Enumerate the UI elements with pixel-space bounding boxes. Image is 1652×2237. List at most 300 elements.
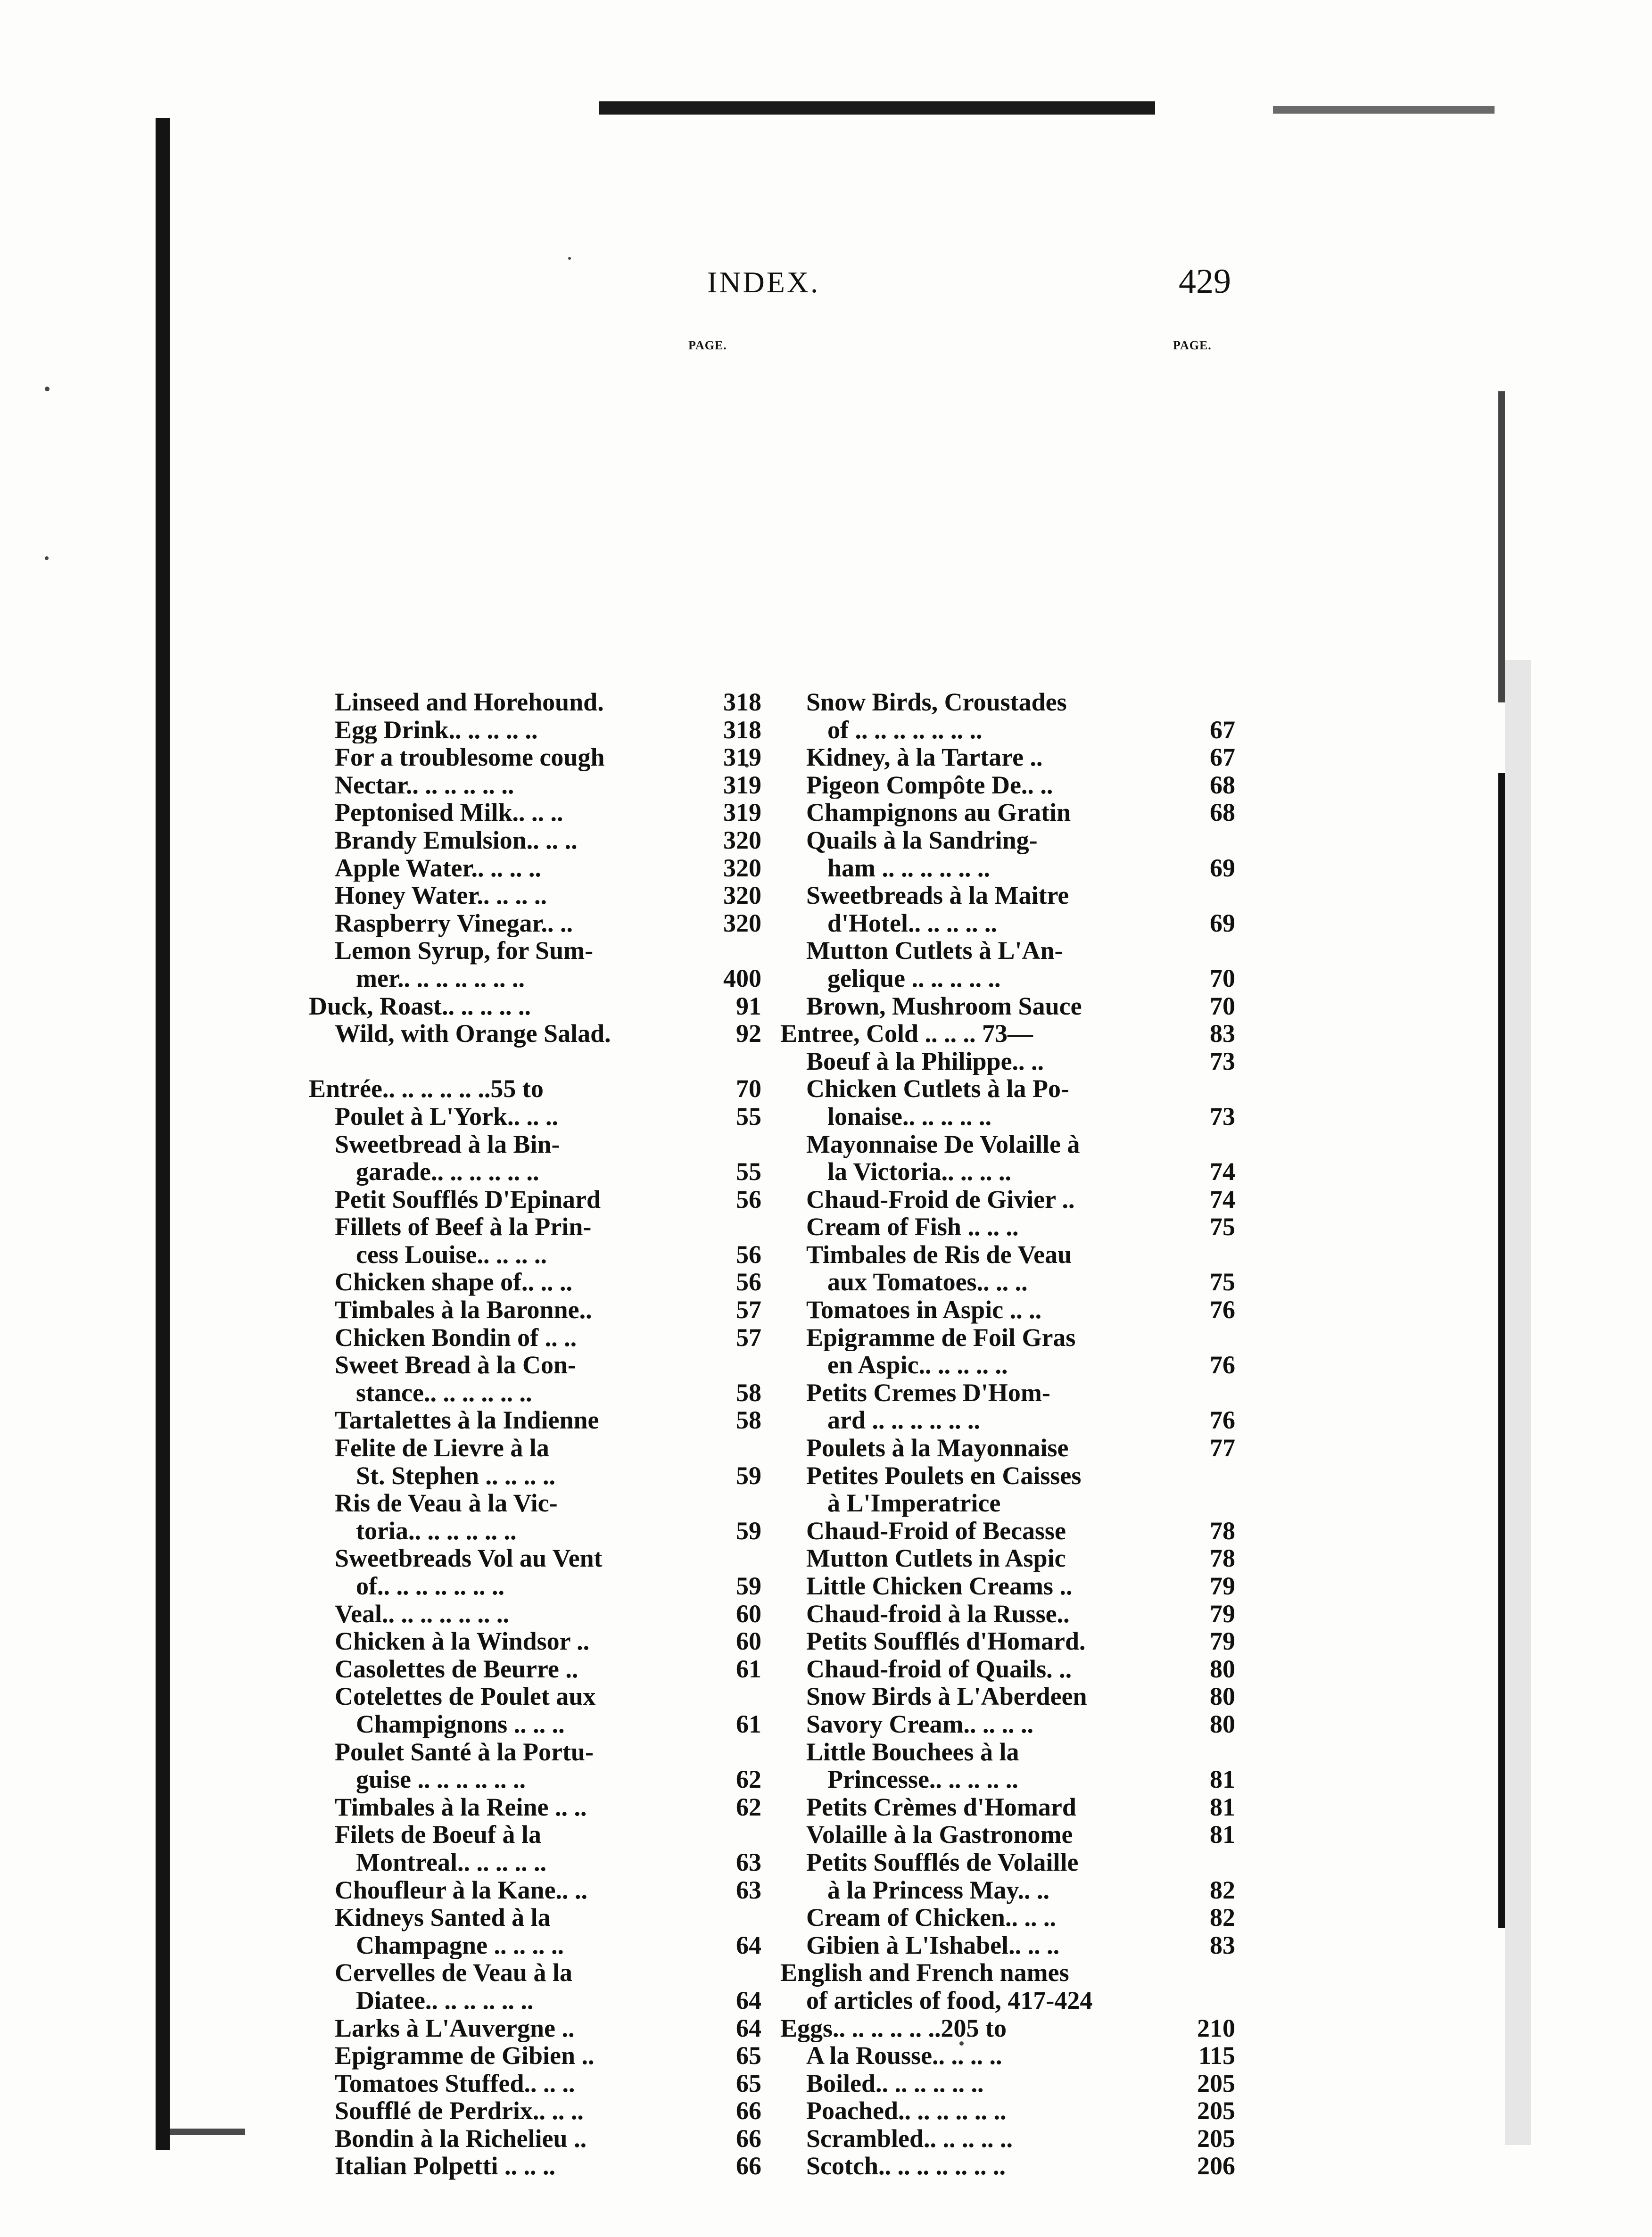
index-entry-text: Scrambled.. .. .. .. .. bbox=[806, 2124, 1013, 2153]
index-entry bbox=[780, 1268, 1235, 1296]
right-edge-shadow bbox=[1505, 660, 1531, 2145]
index-entry-page: 58 bbox=[736, 1406, 761, 1435]
index-entry-text: Brandy Emulsion.. .. .. bbox=[335, 826, 578, 854]
index-entry bbox=[780, 2070, 1235, 2097]
index-entry bbox=[309, 1434, 761, 1462]
index-entry bbox=[309, 937, 761, 965]
index-entry bbox=[309, 2014, 761, 2042]
index-entry bbox=[309, 1738, 761, 1766]
index-entry bbox=[780, 2097, 1235, 2125]
index-entry-page bbox=[1231, 1241, 1235, 1269]
index-entry bbox=[309, 1544, 761, 1572]
index-entry-page bbox=[758, 937, 761, 965]
index-entry-text: Tartalettes à la Indienne bbox=[335, 1406, 599, 1435]
index-entry bbox=[780, 937, 1235, 965]
index-entry-page: 59 bbox=[736, 1517, 761, 1545]
index-entry bbox=[780, 1849, 1235, 1876]
index-entry-page: 67 bbox=[1210, 743, 1235, 771]
right-edge-mark-lower bbox=[1498, 773, 1505, 1928]
index-entry-page: 66 bbox=[736, 2124, 761, 2153]
index-entry-text: Timbales de Ris de Veau bbox=[806, 1240, 1072, 1269]
index-entry bbox=[309, 1020, 761, 1048]
index-entry-page: 56 bbox=[736, 1268, 761, 1296]
index-entry-text: Lemon Syrup, for Sum- bbox=[335, 937, 594, 965]
index-entry bbox=[780, 1821, 1235, 1849]
index-entry-text: cess Louise.. .. .. .. bbox=[356, 1240, 547, 1269]
index-entry-text: Epigramme de Foil Gras bbox=[806, 1323, 1076, 1352]
index-entry-page: 319 bbox=[723, 743, 761, 771]
index-entry bbox=[309, 1489, 761, 1517]
index-entry-page bbox=[1231, 1738, 1235, 1766]
index-entry-text: ham .. .. .. .. .. .. bbox=[827, 854, 991, 882]
index-entry-page: 75 bbox=[1210, 1213, 1235, 1241]
index-entry-page: 320 bbox=[723, 854, 761, 882]
index-entry bbox=[309, 1048, 761, 1075]
index-entry-page: 59 bbox=[736, 1572, 761, 1600]
index-entry-text: stance.. .. .. .. .. .. bbox=[356, 1379, 532, 1407]
index-entry bbox=[780, 716, 1235, 744]
index-entry bbox=[780, 882, 1235, 909]
index-entry-text: Volaille à la Gastronome bbox=[806, 1821, 1073, 1849]
index-entry-page: 70 bbox=[1210, 992, 1235, 1020]
index-entry bbox=[780, 1379, 1235, 1407]
index-entry-text: en Aspic.. .. .. .. .. bbox=[827, 1351, 1008, 1379]
index-entry-page bbox=[758, 1738, 761, 1766]
index-entry-text: Linseed and Horehound. bbox=[335, 688, 604, 716]
index-entry-page: 78 bbox=[1210, 1517, 1235, 1545]
running-title: INDEX. bbox=[707, 265, 820, 299]
index-entry bbox=[780, 1158, 1235, 1186]
index-entry-page bbox=[758, 1683, 761, 1710]
index-entry bbox=[780, 1103, 1235, 1131]
index-entry-text: Mutton Cutlets in Aspic bbox=[806, 1544, 1066, 1572]
index-entry-text: Wild, with Orange Salad. bbox=[335, 1020, 611, 1048]
index-entry-text: Mayonnaise De Volaille à bbox=[806, 1130, 1080, 1158]
index-entry bbox=[309, 1793, 761, 1821]
index-entry bbox=[309, 1351, 761, 1379]
index-entry-text: Sweetbreads Vol au Vent bbox=[335, 1544, 603, 1572]
index-entry bbox=[780, 1932, 1235, 1959]
index-entry bbox=[309, 1241, 761, 1269]
index-entry-text: Felite de Lievre à la bbox=[335, 1434, 549, 1462]
index-entry-page: 70 bbox=[736, 1075, 761, 1103]
index-entry bbox=[309, 743, 761, 771]
index-entry-page: 63 bbox=[736, 1848, 761, 1876]
index-entry-text: Timbales à la Baronne.. bbox=[335, 1296, 592, 1324]
index-entry bbox=[309, 1406, 761, 1434]
index-entry-text: Pigeon Compôte De.. .. bbox=[806, 771, 1053, 799]
index-entry bbox=[780, 2152, 1235, 2180]
index-entry-page bbox=[758, 1959, 761, 1987]
index-entry bbox=[780, 1655, 1235, 1683]
index-entry-text: Little Bouchees à la bbox=[806, 1738, 1019, 1766]
index-entry bbox=[780, 1738, 1235, 1766]
index-entry-text: Petit Soufflés D'Epinard bbox=[335, 1185, 601, 1213]
index-entry-text: Timbales à la Reine .. .. bbox=[335, 1793, 587, 1821]
index-entry-text: mer.. .. .. .. .. .. .. bbox=[356, 964, 525, 992]
index-entry-page: 74 bbox=[1210, 1158, 1235, 1186]
index-entry-text: Larks à L'Auvergne .. bbox=[335, 2014, 575, 2042]
index-entry-text: English and French names bbox=[780, 1959, 1069, 1987]
index-entry bbox=[780, 965, 1235, 992]
index-entry bbox=[309, 716, 761, 744]
index-entry-page: 79 bbox=[1210, 1572, 1235, 1600]
index-entry bbox=[780, 826, 1235, 854]
index-entry-page: 80 bbox=[1210, 1710, 1235, 1738]
index-entry bbox=[780, 1600, 1235, 1628]
binding-shadow bbox=[156, 118, 170, 2150]
index-entry-page: 58 bbox=[736, 1379, 761, 1407]
index-entry-page: 57 bbox=[736, 1296, 761, 1324]
index-entry bbox=[780, 1131, 1235, 1158]
index-entry bbox=[309, 2042, 761, 2070]
index-entry bbox=[780, 1710, 1235, 1738]
index-entry-text: of .. .. .. .. .. .. .. bbox=[827, 716, 983, 744]
index-entry-page bbox=[1231, 826, 1235, 854]
index-entry-text: Petites Poulets en Caisses bbox=[806, 1461, 1082, 1490]
index-entry-text: Duck, Roast.. .. .. .. .. bbox=[309, 992, 531, 1020]
index-entry bbox=[309, 992, 761, 1020]
index-entry-text: Poulet Santé à la Portu- bbox=[335, 1738, 594, 1766]
index-entry-text: Kidney, à la Tartare .. bbox=[806, 743, 1043, 771]
index-entry-text: Italian Polpetti .. .. .. bbox=[335, 2152, 555, 2180]
index-entry-page: 65 bbox=[736, 2042, 761, 2070]
index-entry-text: of.. .. .. .. .. .. .. bbox=[356, 1572, 504, 1600]
index-entry bbox=[780, 1324, 1235, 1352]
index-entry-page: 400 bbox=[723, 964, 761, 992]
index-entry-text: Champignons au Gratin bbox=[806, 799, 1071, 826]
index-entry-page bbox=[1231, 1324, 1235, 1352]
index-entry-page bbox=[758, 1904, 761, 1932]
index-entry bbox=[309, 1627, 761, 1655]
index-entry-page: 57 bbox=[736, 1323, 761, 1352]
index-entry bbox=[309, 799, 761, 826]
index-entry-page: 55 bbox=[736, 1102, 761, 1131]
index-entry bbox=[780, 1462, 1235, 1490]
index-entry-page: 62 bbox=[736, 1766, 761, 1793]
index-entry-text: Filets de Boeuf à la bbox=[335, 1821, 541, 1849]
index-entry-text: d'Hotel.. .. .. .. .. bbox=[827, 909, 997, 937]
index-entry-text: Cotelettes de Poulet aux bbox=[335, 1683, 596, 1710]
index-entry-text: Bondin à la Richelieu .. bbox=[335, 2124, 587, 2153]
index-entry bbox=[780, 2042, 1235, 2070]
index-entry-text: A la Rousse.. .. .. .. bbox=[806, 2042, 1002, 2070]
index-entry-page: 60 bbox=[736, 1627, 761, 1655]
index-entry-page: 83 bbox=[1210, 1020, 1235, 1048]
index-entry bbox=[309, 1075, 761, 1103]
index-entry-page: 73 bbox=[1210, 1102, 1235, 1131]
index-entry bbox=[309, 1462, 761, 1490]
index-entry-page: 64 bbox=[736, 1986, 761, 2014]
binding-shadow-foot bbox=[170, 2129, 245, 2135]
index-entry-text: Savory Cream.. .. .. .. bbox=[806, 1710, 1033, 1738]
index-entry bbox=[309, 1600, 761, 1628]
index-entry-text: Entrée.. .. .. .. .. ..55 to bbox=[309, 1075, 544, 1103]
index-entry bbox=[780, 1959, 1235, 1987]
index-entry-text: Chaud-froid à la Russe.. bbox=[806, 1600, 1070, 1628]
index-entry bbox=[309, 688, 761, 716]
index-entry bbox=[780, 1048, 1235, 1075]
index-entry-text: ard .. .. .. .. .. .. bbox=[827, 1406, 980, 1435]
index-entry-text: Boiled.. .. .. .. .. .. bbox=[806, 2069, 984, 2097]
index-entry-text: Apple Water.. .. .. .. bbox=[335, 854, 542, 882]
speck bbox=[45, 387, 50, 391]
top-edge-shadow-right bbox=[1273, 106, 1495, 114]
index-entry-text: Petits Cremes D'Hom- bbox=[806, 1379, 1050, 1407]
index-entry-page: 205 bbox=[1197, 2124, 1235, 2153]
index-entry-text: Sweet Bread à la Con- bbox=[335, 1351, 576, 1379]
index-entry-text: lonaise.. .. .. .. .. bbox=[827, 1102, 992, 1131]
index-entry bbox=[309, 2152, 761, 2180]
index-entry-page: 81 bbox=[1210, 1766, 1235, 1793]
index-entry bbox=[780, 1627, 1235, 1655]
index-entry bbox=[780, 771, 1235, 799]
index-entry-page: 56 bbox=[736, 1240, 761, 1269]
index-entries-left bbox=[309, 688, 761, 2180]
index-entry bbox=[309, 771, 761, 799]
index-entry-text: Brown, Mushroom Sauce bbox=[806, 992, 1082, 1020]
index-entry-text: aux Tomatoes.. .. .. bbox=[827, 1268, 1028, 1296]
index-entry-page bbox=[1231, 1075, 1235, 1103]
index-entry-page bbox=[1231, 1379, 1235, 1407]
index-entry bbox=[309, 1131, 761, 1158]
index-entry bbox=[780, 1406, 1235, 1434]
index-entry bbox=[780, 743, 1235, 771]
index-entry bbox=[309, 1213, 761, 1241]
index-entry bbox=[780, 1213, 1235, 1241]
index-entry-text: Sweetbread à la Bin- bbox=[335, 1130, 560, 1158]
index-entry-page: 63 bbox=[736, 1876, 761, 1904]
right-edge-mark-upper bbox=[1498, 391, 1505, 702]
index-entry-text: Epigramme de Gibien .. bbox=[335, 2042, 595, 2070]
index-entry-page: 76 bbox=[1210, 1296, 1235, 1324]
index-entry bbox=[309, 1932, 761, 1959]
index-entry-text: Cream of Fish .. .. .. bbox=[806, 1213, 1019, 1241]
index-entry-page: 66 bbox=[736, 2097, 761, 2125]
index-entry bbox=[309, 854, 761, 882]
index-entry-page: 205 bbox=[1197, 2097, 1235, 2125]
index-entry-text: Chaud-froid of Quails. .. bbox=[806, 1655, 1072, 1683]
index-entry-text: Chicken à la Windsor .. bbox=[335, 1627, 590, 1655]
index-entry-page: 64 bbox=[736, 2014, 761, 2042]
index-entry-page: 82 bbox=[1210, 1904, 1235, 1932]
index-entry-text: Petits Soufflés de Volaille bbox=[806, 1848, 1079, 1876]
index-entry-text: garade.. .. .. .. .. .. bbox=[356, 1158, 539, 1186]
index-entry bbox=[780, 1683, 1235, 1710]
index-entry-page: 115 bbox=[1198, 2042, 1235, 2070]
index-entry-text: toria.. .. .. .. .. .. bbox=[356, 1517, 517, 1545]
index-entry bbox=[780, 1793, 1235, 1821]
index-entry-page: 91 bbox=[736, 992, 761, 1020]
index-entry-text: Egg Drink.. .. .. .. .. bbox=[335, 716, 538, 744]
index-entry-page: 68 bbox=[1210, 771, 1235, 799]
index-entry bbox=[780, 1020, 1235, 1048]
index-entry-text: Sweetbreads à la Maitre bbox=[806, 882, 1069, 909]
index-entry-page: 81 bbox=[1210, 1821, 1235, 1849]
index-entry-text: Peptonised Milk.. .. .. bbox=[335, 799, 563, 826]
index-entry bbox=[309, 826, 761, 854]
index-entry-text: Eggs.. .. .. .. .. ..205 to bbox=[780, 2014, 1007, 2042]
index-entry bbox=[309, 1296, 761, 1324]
index-entry-text: Mutton Cutlets à L'An- bbox=[806, 937, 1063, 965]
index-entry-text: of articles of food, 417-424 bbox=[806, 1986, 1093, 2014]
index-entry-text: Snow Birds à L'Aberdeen bbox=[806, 1683, 1087, 1710]
index-entry-text: St. Stephen .. .. .. .. bbox=[356, 1461, 556, 1490]
index-entry bbox=[309, 1904, 761, 1932]
index-entry-page: 55 bbox=[736, 1158, 761, 1186]
index-entry-text: à L'Imperatrice bbox=[827, 1489, 1001, 1517]
index-entry bbox=[309, 1268, 761, 1296]
index-entry-text: Choufleur à la Kane.. .. bbox=[335, 1876, 588, 1904]
index-entry bbox=[780, 1186, 1235, 1213]
index-entry-page bbox=[1231, 937, 1235, 965]
index-entry bbox=[780, 1489, 1235, 1517]
index-entry-text: Scotch.. .. .. .. .. .. .. bbox=[806, 2152, 1006, 2180]
index-entry bbox=[309, 882, 761, 909]
index-entry bbox=[780, 2125, 1235, 2153]
index-entry-page: 67 bbox=[1210, 716, 1235, 744]
index-entry-page: 69 bbox=[1210, 909, 1235, 937]
index-entry-text: Soufflé de Perdrix.. .. .. bbox=[335, 2097, 584, 2125]
index-entry-page: 83 bbox=[1210, 1931, 1235, 1959]
index-entry bbox=[309, 1987, 761, 2014]
index-entry bbox=[309, 1766, 761, 1793]
page-number: 429 bbox=[1179, 262, 1231, 301]
index-entry bbox=[309, 1158, 761, 1186]
index-entry-page: 80 bbox=[1210, 1683, 1235, 1710]
index-entry-page: 61 bbox=[736, 1710, 761, 1738]
index-entry-text: guise .. .. .. .. .. .. bbox=[356, 1766, 526, 1793]
index-entry-page: 68 bbox=[1210, 799, 1235, 826]
index-entry bbox=[309, 2125, 761, 2153]
index-entry-page: 320 bbox=[723, 909, 761, 937]
index-entry-text: Petits Crèmes d'Homard bbox=[806, 1793, 1076, 1821]
index-entry bbox=[309, 2070, 761, 2097]
index-entry bbox=[780, 2014, 1235, 2042]
index-entry-page bbox=[1231, 1131, 1235, 1158]
index-entry bbox=[780, 854, 1235, 882]
speck bbox=[45, 556, 49, 560]
index-entry bbox=[309, 1710, 761, 1738]
index-entry bbox=[780, 799, 1235, 826]
index-entry-page: 70 bbox=[1210, 964, 1235, 992]
index-entry bbox=[309, 965, 761, 992]
index-entry bbox=[780, 1241, 1235, 1269]
index-entry-page bbox=[758, 1351, 761, 1379]
index-entry-page bbox=[758, 1544, 761, 1572]
index-entry-page: 320 bbox=[723, 826, 761, 854]
index-entry-text: Chicken shape of.. .. .. bbox=[335, 1268, 573, 1296]
index-entry bbox=[309, 1683, 761, 1710]
index-entry-text: Montreal.. .. .. .. .. bbox=[356, 1848, 546, 1876]
index-entry-page: 318 bbox=[723, 716, 761, 744]
index-entry-text: Champignons .. .. .. bbox=[356, 1710, 565, 1738]
index-entry bbox=[780, 909, 1235, 937]
index-entry-text: Chaud-Froid of Becasse bbox=[806, 1517, 1066, 1545]
index-entry-page: 62 bbox=[736, 1793, 761, 1821]
index-entry-text: Nectar.. .. .. .. .. .. bbox=[335, 771, 514, 799]
index-entry-page: 79 bbox=[1210, 1600, 1235, 1628]
index-entry-page bbox=[1231, 1959, 1235, 1987]
index-entry-text: à la Princess May.. .. bbox=[827, 1876, 1049, 1904]
index-entry bbox=[309, 2097, 761, 2125]
index-entry bbox=[309, 1572, 761, 1600]
index-entry-text: la Victoria.. .. .. .. bbox=[827, 1158, 1011, 1186]
index-entry-text: Tomatoes Stuffed.. .. .. bbox=[335, 2069, 575, 2097]
index-entry-text: Boeuf à la Philippe.. .. bbox=[806, 1047, 1044, 1075]
index-entry-page: 61 bbox=[736, 1655, 761, 1683]
index-entry-page: 66 bbox=[736, 2152, 761, 2180]
index-entry bbox=[780, 1434, 1235, 1462]
index-entry-text: Fillets of Beef à la Prin- bbox=[335, 1213, 592, 1241]
index-entry-text: Snow Birds, Croustades bbox=[806, 688, 1067, 716]
index-entry-text: For a troublesome cough bbox=[335, 743, 605, 771]
index-entry bbox=[780, 1572, 1235, 1600]
index-entry-text: Petits Soufflés d'Homard. bbox=[806, 1627, 1086, 1655]
index-entry-page: 76 bbox=[1210, 1406, 1235, 1435]
index-entry-text: Veal.. .. .. .. .. .. .. bbox=[335, 1600, 510, 1628]
index-entry bbox=[780, 1075, 1235, 1103]
index-entry bbox=[309, 1655, 761, 1683]
index-entry bbox=[309, 1849, 761, 1876]
index-entry-text: Chicken Bondin of .. .. bbox=[335, 1323, 577, 1352]
index-entry bbox=[780, 1876, 1235, 1904]
index-entry-page: 77 bbox=[1210, 1434, 1235, 1462]
index-entry-text: Diatee.. .. .. .. .. .. bbox=[356, 1986, 534, 2014]
index-entry-page bbox=[758, 1434, 761, 1462]
index-entry-page: 79 bbox=[1210, 1627, 1235, 1655]
index-entry-page: 73 bbox=[1210, 1047, 1235, 1075]
index-entry-page: 82 bbox=[1210, 1876, 1235, 1904]
index-entry-text: Raspberry Vinegar.. .. bbox=[335, 909, 573, 937]
index-entry bbox=[780, 1296, 1235, 1324]
index-entry bbox=[309, 1959, 761, 1987]
index-entry-text: Entree, Cold .. .. .. 73— bbox=[780, 1020, 1033, 1048]
index-entry-page: 75 bbox=[1210, 1268, 1235, 1296]
index-entry-page: 210 bbox=[1197, 2014, 1235, 2042]
index-entry bbox=[309, 909, 761, 937]
index-entry-page: 206 bbox=[1197, 2152, 1235, 2180]
index-entry-page: 81 bbox=[1210, 1793, 1235, 1821]
index-entry-text: Cervelles de Veau à la bbox=[335, 1959, 572, 1987]
index-entry bbox=[309, 1876, 761, 1904]
index-entry-page bbox=[1231, 1987, 1235, 2014]
index-entry-page bbox=[758, 1213, 761, 1241]
index-entry-page: 320 bbox=[723, 882, 761, 909]
index-entry-page: 64 bbox=[736, 1931, 761, 1959]
index-entry-text: Little Chicken Creams .. bbox=[806, 1572, 1073, 1600]
index-entry-page bbox=[1231, 882, 1235, 909]
index-entry-page: 78 bbox=[1210, 1544, 1235, 1572]
top-edge-shadow bbox=[599, 101, 1155, 115]
index-entry-page: 59 bbox=[736, 1461, 761, 1490]
index-entry-page bbox=[1231, 688, 1235, 716]
index-entry bbox=[309, 1324, 761, 1352]
index-entry bbox=[780, 1351, 1235, 1379]
index-entry-text: Poulets à la Mayonnaise bbox=[806, 1434, 1069, 1462]
index-entry-text: Cream of Chicken.. .. .. bbox=[806, 1904, 1056, 1932]
index-entry bbox=[309, 1517, 761, 1545]
index-entry-page bbox=[758, 1131, 761, 1158]
index-entry-page: 80 bbox=[1210, 1655, 1235, 1683]
index-entry-page: 60 bbox=[736, 1600, 761, 1628]
index-entry-text: Casolettes de Beurre .. bbox=[335, 1655, 578, 1683]
index-entry-page bbox=[1231, 1462, 1235, 1490]
index-entry bbox=[780, 1904, 1235, 1932]
index-entry-page bbox=[758, 1821, 761, 1849]
index-entry-page: 76 bbox=[1210, 1351, 1235, 1379]
index-entry bbox=[309, 1379, 761, 1407]
